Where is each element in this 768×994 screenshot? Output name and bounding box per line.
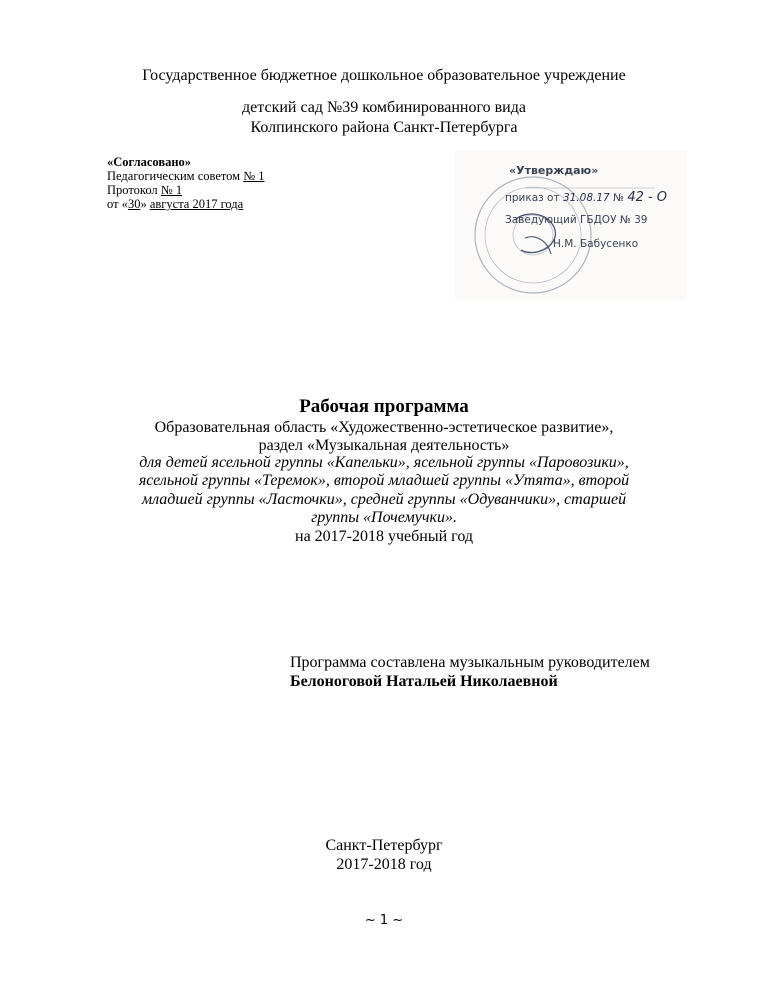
program-groups-line3: младшей группы «Ласточки», средней группы «Одуванчики», старшей bbox=[141, 491, 627, 508]
date-line: от «30» августа 2017 года bbox=[107, 197, 244, 211]
agreed-block bbox=[107, 155, 265, 211]
program-title: Рабочая программа bbox=[299, 396, 469, 417]
protocol-number: № 1 bbox=[160, 183, 183, 197]
program-groups-line2: ясельной группы «Теремок», второй младшей группы «Утята», второй bbox=[138, 472, 630, 489]
program-year: на 2017-2018 учебный год bbox=[295, 528, 473, 545]
institution-name-line1: Государственное бюджетное дошкольное образовательное учреждение bbox=[142, 67, 626, 84]
program-area: Образовательная область «Художественно-эстетическое развитие», bbox=[154, 419, 614, 436]
head-name: Н.М. Бабусенко bbox=[553, 238, 639, 250]
program-groups-line1: для детей ясельной группы «Капельки», ясельной группы «Паровозики», bbox=[139, 454, 629, 471]
institution-name-line2: детский сад №39 комбинированного вида bbox=[242, 99, 526, 116]
protocol-line: Протокол № 1 bbox=[107, 183, 183, 197]
head-label: Заведующий ГБДОУ № 39 bbox=[505, 214, 648, 226]
order-line: приказ от 31.08.17 № 42 - О bbox=[505, 190, 668, 205]
agreed-title: «Согласовано» bbox=[107, 155, 192, 169]
date-rest: августа 2017 года bbox=[149, 197, 244, 211]
footer-city: Санкт-Петербург bbox=[325, 837, 443, 854]
council-line: Педагогическим советом № 1 bbox=[107, 169, 265, 183]
approve-title: «Утверждаю» bbox=[509, 164, 599, 177]
author-name: Белоноговой Натальей Николаевной bbox=[290, 673, 558, 690]
order-number: 42 - О bbox=[627, 190, 668, 205]
institution-name-line3: Колпинского района Санкт-Петербурга bbox=[250, 119, 518, 136]
program-section: раздел «Музыкальная деятельность» bbox=[258, 437, 510, 454]
author-line: Программа составлена музыкальным руководителем bbox=[290, 654, 650, 671]
approval-stamp bbox=[455, 150, 687, 300]
council-number: № 1 bbox=[243, 169, 265, 183]
date-day: 30 bbox=[127, 197, 141, 211]
program-groups-line4: группы «Почемучки». bbox=[311, 509, 457, 526]
footer-year: 2017-2018 год bbox=[336, 856, 432, 873]
order-date: 31.08.17 bbox=[562, 192, 610, 204]
page-number: ~ 1 ~ bbox=[364, 913, 404, 928]
